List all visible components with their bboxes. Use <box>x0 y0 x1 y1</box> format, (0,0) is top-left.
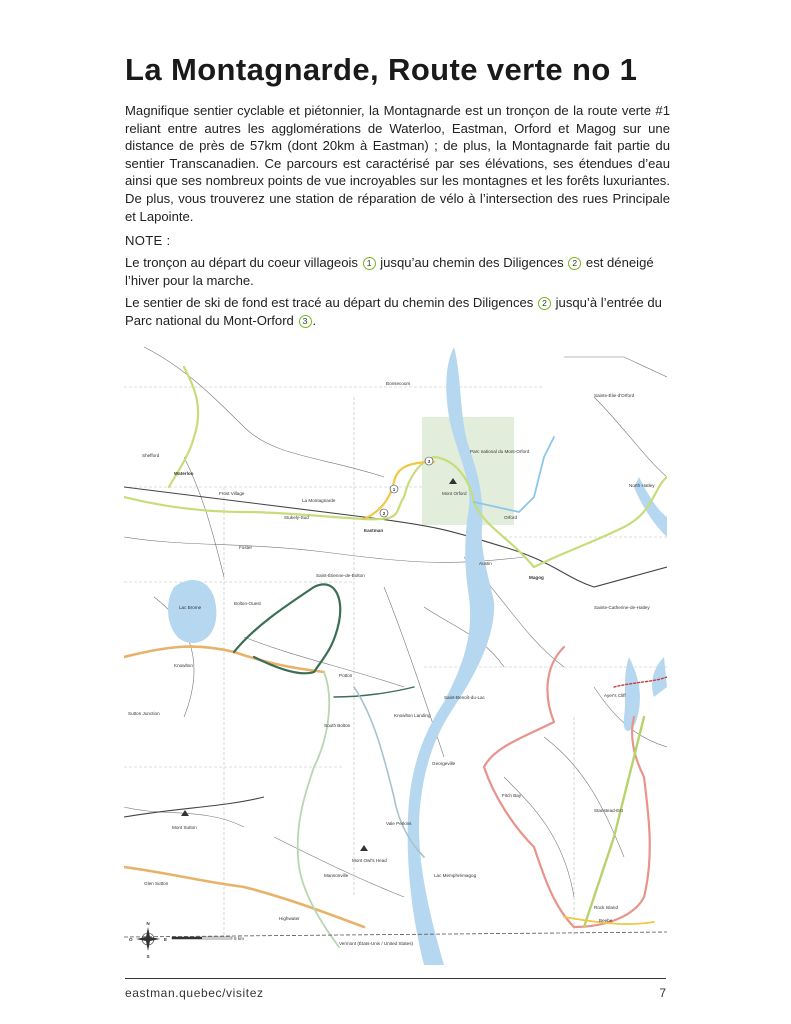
note-text: Le sentier de ski de fond est tracé au départ du chemin des Diligences <box>125 295 534 310</box>
compass-n: N <box>146 921 150 926</box>
note-text: jusqu’au chemin des Diligences <box>380 255 564 270</box>
place-label: Eastman <box>364 528 384 533</box>
place-label: Stukely-Sud <box>284 515 309 520</box>
place-label: Ayer's Cliff <box>604 693 626 698</box>
place-label: Fitch Bay <box>502 793 522 798</box>
marker-2-badge: 2 <box>538 297 551 310</box>
place-label: Sainte-Catherine-de-Hatley <box>594 605 650 610</box>
border-label: Vermont (États-Unis / United States) <box>339 941 414 946</box>
lac-brome-water <box>168 580 216 643</box>
scale-label: 5 km <box>234 936 244 941</box>
place-label: Bonsecours <box>386 381 411 386</box>
place-label: Lac Memphrémagog <box>434 873 477 878</box>
place-label: Magog <box>529 575 544 580</box>
place-label: Georgeville <box>432 761 456 766</box>
marker-3-label: 3 <box>427 459 431 464</box>
place-label: Bolton-Ouest <box>234 601 261 606</box>
place-label: Mont Orford <box>442 491 467 496</box>
place-label: Shefford <box>142 453 160 458</box>
note-text: . <box>312 312 317 328</box>
place-label: Sainte-Élie-d'Orford <box>594 393 635 398</box>
scale-bar-fill <box>172 937 202 939</box>
place-label: Lac Brome <box>179 605 202 610</box>
page-title: La Montagnarde, Route verte no 1 <box>125 52 638 87</box>
place-label: Orford <box>504 515 518 520</box>
place-label: Knowlton Landing <box>394 713 431 718</box>
note-text: est déneigé l’hiver pour la marche. <box>125 255 654 288</box>
place-label: Vale Perkins <box>386 821 412 826</box>
compass-s: S <box>146 954 150 959</box>
place-label: North Hatley <box>629 483 655 488</box>
note-text: Le tronçon au départ du coeur villageois <box>125 255 358 270</box>
place-label: Foster <box>239 545 253 550</box>
place-label: Parc national du Mont-Orford <box>470 449 530 454</box>
place-label: Highwater <box>279 916 300 921</box>
place-label: Austin <box>479 561 492 566</box>
page-number: 7 <box>659 986 666 1000</box>
intro-paragraph: Magnifique sentier cyclable et piétonnier, la Montagnarde est un tronçon de la route verte #1 reliant entre autres les agglomérations de Waterloo, Eastman, Orford et Magog sur une distance de près de 57km (dont 20km à Eastman) ; de plus, la Montagnarde fait partie du sentier Transcanadien. Ce parcours est caractérisé par ses élévations, ses étendues d’eau ainsi que ses nombreux points de vue incroyables sur les montagnes et les forêts luxuriantes. De plus, vous trouverez une station de réparation de vélo à l’intersection des rues Principale et Lapointe. <box>125 103 670 224</box>
place-label: Glen Sutton <box>144 881 169 886</box>
footer-rule <box>125 978 666 979</box>
note-paragraph-ski <box>125 294 670 329</box>
place-label: Mansonville <box>324 873 349 878</box>
place-label: Mont Sutton <box>172 825 197 830</box>
place-label: Mont Owl's Head <box>352 858 387 863</box>
place-label: South Bolton <box>324 723 351 728</box>
place-label: Potton <box>339 673 353 678</box>
compass-e: E <box>164 937 168 942</box>
place-label: Frost Village <box>219 491 245 496</box>
marker-2-badge: 2 <box>568 257 581 270</box>
note-label: NOTE : <box>125 233 171 248</box>
compass-o: O <box>129 937 133 942</box>
map-background <box>124 337 667 965</box>
place-label: Knowlton <box>174 663 193 668</box>
marker-1-label: 1 <box>392 487 396 492</box>
marker-1-badge: 1 <box>363 257 376 270</box>
place-label: Saint-Benoît-du-Lac <box>444 695 485 700</box>
place-label: Beebe <box>599 918 613 923</box>
place-label: Stanstead-Est <box>594 808 623 813</box>
place-label: Saint-Étienne-de-Bolton <box>316 573 365 578</box>
note-paragraph-winter-walk <box>125 254 670 289</box>
place-label: Waterloo <box>174 471 194 476</box>
note-text: jusqu’à l’entrée du Parc national du Mont-Orford <box>125 295 662 328</box>
marker-2-label: 2 <box>382 511 386 516</box>
route-map-drawing <box>124 337 667 965</box>
place-label: Rock Island <box>594 905 619 910</box>
footer-url: eastman.quebec/visitez <box>125 986 264 1000</box>
route-map <box>124 337 667 965</box>
place-label: La Montagnarde <box>302 498 336 503</box>
place-label: Sutton Junction <box>128 711 160 716</box>
marker-3-badge: 3 <box>299 315 312 328</box>
